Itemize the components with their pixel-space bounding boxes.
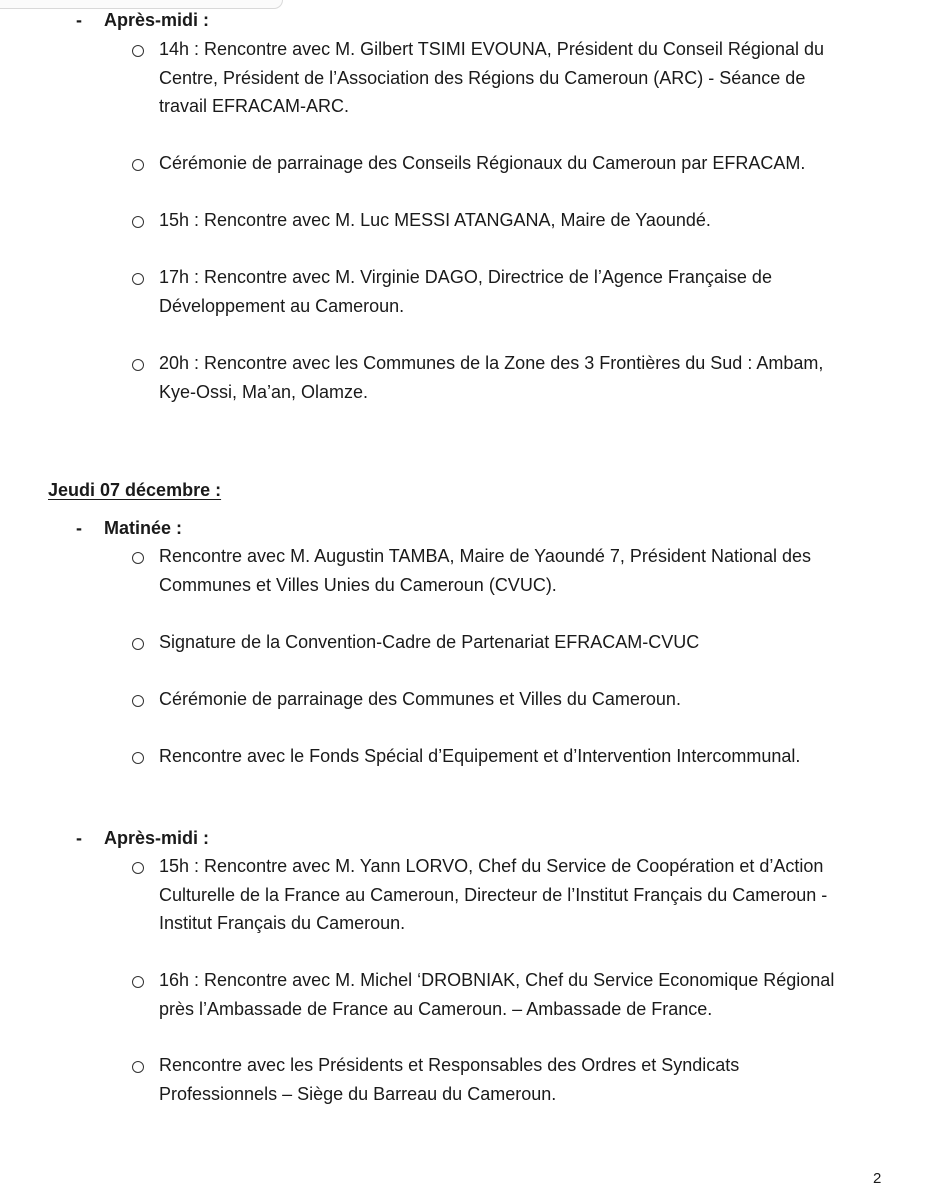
section-heading-label: Après-midi : xyxy=(104,828,210,848)
hollow-circle-bullet-icon xyxy=(132,273,144,285)
list-item-text: Rencontre avec les Présidents et Responsables des Ordres et Syndicats Professionnels – Siège du Barreau du Cameroun. xyxy=(159,1055,740,1104)
list-item-text: 15h : Rencontre avec M. Luc MESSI ATANGANA, Maire de Yaoundé. xyxy=(159,210,711,230)
list-item-text: 16h : Rencontre avec M. Michel ‘DROBNIAK, Chef du Service Economique Régional près l’Ambassade de France au Cameroun. – Ambassade de France. xyxy=(159,970,835,1019)
hollow-circle-bullet-icon xyxy=(132,216,144,228)
day-heading: Jeudi 07 décembre : xyxy=(48,480,222,500)
list-item-text: 17h : Rencontre avec M. Virginie DAGO, Directrice de l’Agence Française de Développement au Cameroun. xyxy=(159,267,772,316)
dash-marker: - xyxy=(76,10,82,30)
list-item-text: 15h : Rencontre avec M. Yann LORVO, Chef du Service de Coopération et d’Action Culturelle de la France au Cameroun, Directeur de l’Institut Français du Cameroun - Institut Français du Cameroun. xyxy=(159,856,828,933)
hollow-circle-bullet-icon xyxy=(132,862,144,874)
hollow-circle-bullet-icon xyxy=(132,45,144,57)
list-item-text: Rencontre avec M. Augustin TAMBA, Maire de Yaoundé 7, Président National des Communes et Villes Unies du Cameroun (CVUC). xyxy=(159,546,812,595)
hollow-circle-bullet-icon xyxy=(132,752,144,764)
hollow-circle-bullet-icon xyxy=(132,552,144,564)
hollow-circle-bullet-icon xyxy=(132,695,144,707)
hollow-circle-bullet-icon xyxy=(132,1061,144,1073)
list-item-text: 14h : Rencontre avec M. Gilbert TSIMI EVOUNA, Président du Conseil Régional du Centre, Président de l’Association des Régions du Cameroun (ARC) - Séance de travail EFRACAM-ARC. xyxy=(159,39,824,116)
list-item-text: 20h : Rencontre avec les Communes de la Zone des 3 Frontières du Sud : Ambam, Kye-Ossi, Ma’an, Olamze. xyxy=(159,353,824,402)
section-heading-label: Matinée : xyxy=(104,518,183,538)
hollow-circle-bullet-icon xyxy=(132,976,144,988)
dash-marker: - xyxy=(76,828,82,848)
hollow-circle-bullet-icon xyxy=(132,159,144,171)
section-heading xyxy=(0,514,936,542)
section-heading-label: Après-midi : xyxy=(104,10,210,30)
page-number: 2 xyxy=(873,1170,882,1187)
list-item-text: Signature de la Convention-Cadre de Partenariat EFRACAM-CVUC xyxy=(159,632,700,652)
section-heading xyxy=(0,6,936,34)
hollow-circle-bullet-icon xyxy=(132,359,144,371)
list-item-text: Rencontre avec le Fonds Spécial d’Equipement et d’Intervention Intercommunal. xyxy=(159,746,801,766)
dash-marker: - xyxy=(76,518,82,538)
list-item-text: Cérémonie de parrainage des Conseils Régionaux du Cameroun par EFRACAM. xyxy=(159,153,806,173)
hollow-circle-bullet-icon xyxy=(132,638,144,650)
section-heading xyxy=(0,824,936,852)
list-item-text: Cérémonie de parrainage des Communes et Villes du Cameroun. xyxy=(159,689,681,709)
